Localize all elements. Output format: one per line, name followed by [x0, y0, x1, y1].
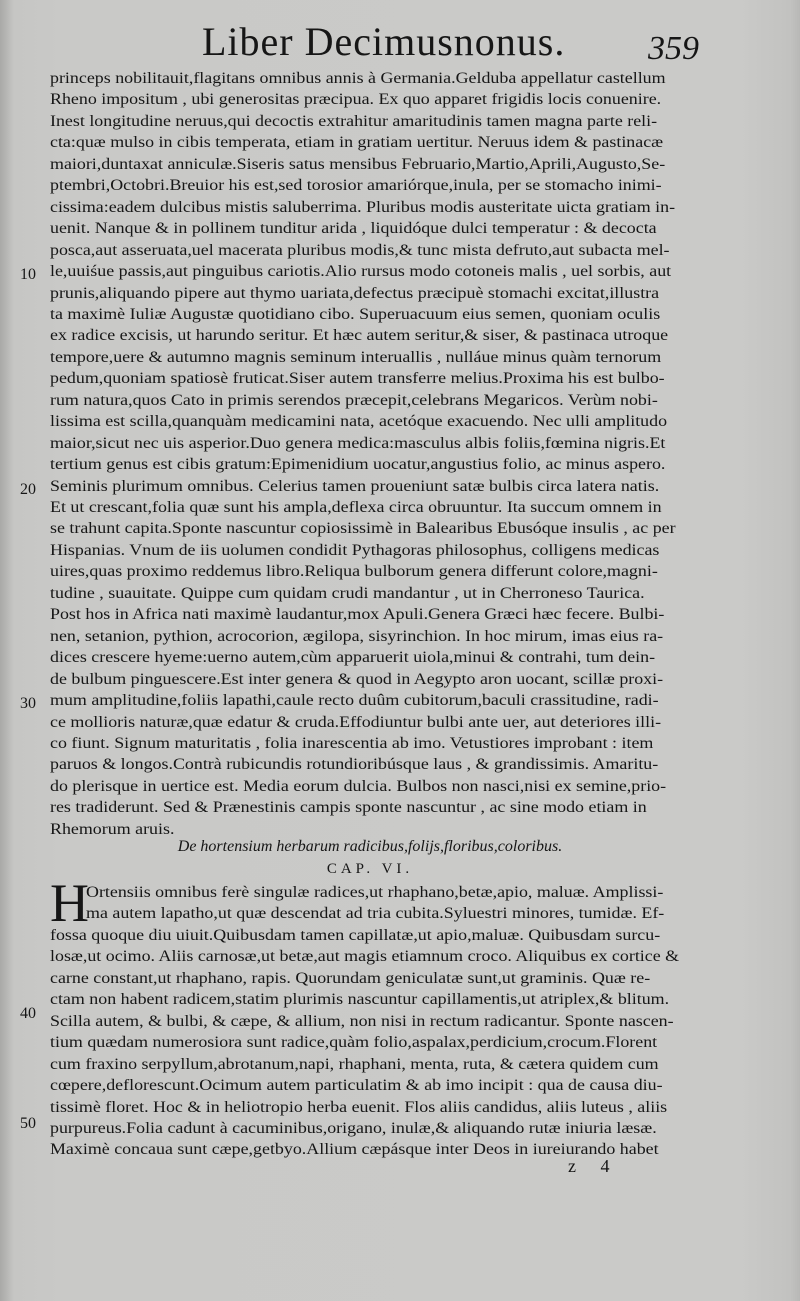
text-line: cta:quæ mulso in cibis temperata, etiam in gratiam uertitur. Neruus idem & pastinacæ — [50, 134, 664, 152]
text-line: Ortensiis omnibus ferè singulæ radices,ut rhaphano,betæ,apio, maluæ. Amplissi- — [86, 884, 664, 901]
text-line: cœpere,deflorescunt.Ocimum autem particulatim & ab imo incipit : qua de causa diu- — [50, 1077, 663, 1095]
text-line: maiori,duntaxat anniculæ.Siseris satus mensibus Februario,Martio,Aprili,Augusto,Se- — [50, 155, 666, 173]
text-line: ma autem lapatho,ut quæ descendat ad tria cubita.Syluestri minores, tumidæ. Ef- — [86, 905, 665, 923]
text-line: Maximè concaua sunt cæpe,getbyo.Allium cæpásque inter Deos in iureiurando habet — [50, 1141, 659, 1159]
text-line: ta maximè Iuliæ Augustæ quotidiano cibo. Superuacuum eius semen, quoniam oculis — [50, 305, 661, 323]
text-line: Rheno impositum , ubi generositas præcipua. Ex quo apparet frigidis locis conuenire. — [50, 91, 662, 109]
signature-mark: z 4 — [568, 1156, 620, 1176]
text-line: res tradiderunt. Sed & Prænestinis campis sponte nascuntur , ac sine modo etiam in — [50, 799, 647, 817]
text-line: tempore,uere & autumno magnis seminum interuallis , nulláue minus quàm ternorum — [50, 348, 662, 366]
text-line: cum fraxino serpyllum,abrotanum,napi, rhaphani, menta, ruta, & cætera quidem cum — [50, 1055, 659, 1073]
text-line: ce mollioris naturæ,quæ edatur & cruda.Effodiuntur bulbi ante uer, aut deteriores illi- — [50, 713, 662, 731]
text-line: losæ,ut ocimo. Aliis carnosæ,ut betæ,aut magis etiamnum croco. Aliquibus ex cortice & — [50, 948, 680, 966]
text-line: maior,sicut nec uis asperior.Duo genera medica:masculus albis foliis,fœmina nigris.Et — [50, 434, 666, 452]
text-line: Seminis plurimum omnibus. Celerius tamen proueniunt satæ bulbis circa latera natis. — [50, 477, 660, 495]
text-line: ptembri,Octobri.Breuior his est,sed torosior amariórque,inula, per se stomacho inimi- — [50, 177, 662, 195]
text-line: pedum,quoniam spatiosè fruticat.Siser autem transferre melius.Proxima his est bulbo- — [50, 370, 665, 388]
line-number: 50 — [20, 1115, 36, 1132]
text-line: dices crescere hyeme:uerno autem,cùm apparuerit uiola,minui & contrahi, tum dein- — [50, 649, 656, 667]
text-line: tertium genus est cibis gratum:Epimenidium uocatur,angustius folio, ac minus aspero. — [50, 456, 666, 474]
text-line: co fiunt. Signum maturitatis , folia inarescentia ab imo. Vetustiores improbant : item — [50, 734, 654, 752]
text-line: Post hos in Africa nati maximè laudantur,mox Apuli.Genera Græci hæc fecere. Bulbi- — [50, 606, 665, 624]
text-line: posca,aut asseruata,uel macerata pluribus modis,& tunc mista defruto,aut subacta mel- — [50, 241, 670, 259]
line-number: 10 — [20, 266, 36, 283]
text-line: tissimè floret. Hoc & in heliotropio herba euenit. Flos aliis candidus, aliis luteus , aliis — [50, 1098, 668, 1116]
text-line: Rhemorum aruis. — [50, 820, 175, 838]
text-line: uires,quas proximo reddemus libro.Reliqua bulborum genera differunt colore,magni- — [50, 563, 658, 581]
text-line: nen, setanion, pythion, acrocorion, ægilopa, sisyrinchion. In hoc mirum, imas eius ra- — [50, 627, 664, 645]
drop-initial: H — [50, 873, 89, 933]
text-line: Scilla autem, & bulbi, & cæpe, & allium, non nisi in rectum radicantur. Sponte nascen- — [50, 1012, 674, 1030]
text-line: le,uuiśue passis,aut pinguibus cariotis.Alio rursus modo cotoneis malis , uel sorbis, aut — [50, 263, 672, 281]
text-line: fossa quoque diu uiuit.Quibusdam tamen capillatæ,ut apio,maluæ. Quibusdam surcu- — [50, 926, 661, 944]
text-line: Et ut crescant,folia quæ sunt his ampla,deflexa circa obruuntur. Ita succum omnem in — [50, 499, 662, 516]
text-line: Inest longitudine neruus,qui decoctis extrahitur amaritudinis tamen magna parte reli- — [50, 112, 658, 130]
text-line: purpureus.Folia cadunt à cacuminibus,origano, inulæ,& aliquando rutæ iniuria læsæ. — [50, 1119, 657, 1137]
chapter-number: CAP. VI. — [326, 861, 414, 877]
text-line: tium quædam numerosiora sunt radice,quàm folio,aspalax,perdicium,crocum.Florent — [50, 1034, 658, 1052]
text-line: princeps nobilitauit,flagitans omnibus annis à Germania.Gelduba appellatur castellum — [50, 70, 666, 87]
text-line: lissima est scilla,quanquàm medicamini nata, acetóque exacuendo. Nec ulli amplitudo — [50, 413, 668, 431]
line-number: 40 — [20, 1005, 36, 1022]
page-number: 359 — [648, 30, 699, 67]
text-line: cissima:eadem dulcibus mistis saluberrima. Pluribus modis austeritate uicta gratiam in- — [50, 198, 676, 216]
text-line: de bulbum pinguescere.Est inter genera & quod in Aegypto aron uocant, scillæ proxi- — [50, 670, 664, 688]
running-title: Liber Decimusnonus. — [202, 19, 566, 64]
text-line: carne constant,ut rhaphano, rapis. Quorundam geniculatæ sunt,ut graminis. Quæ re- — [50, 969, 651, 987]
text-line: do plerisque in uertice est. Media eorum dulcia. Bulbos non nasci,nisi ex semine,prio- — [50, 777, 667, 795]
text-line: paruos & longos.Contrà rubicundis rotundioribúsque laus , & grandissimis. Amaritu- — [50, 756, 659, 774]
text-line: ex radice excisis, ut harundo seritur. Et hæc autem seritur,& siser, & pastinaca utroque — [50, 327, 669, 345]
text-line: Hispanias. Vnum de iis uolumen condidit Pythagoras philosophus, colligens medicas — [50, 541, 660, 559]
text-line: rum natura,quos Cato in primis serendos præcepit,celebrans Megaricos. Verùm nobi- — [50, 391, 658, 409]
line-number: 20 — [20, 481, 36, 498]
text-line: prunis,aliquando pipere aut thymo uariata,defectus præcipuè stomachi excitat,illustra — [50, 284, 660, 302]
text-line: se trahunt capita.Sponte nascuntur copiosissimè in Balearibus Ebusóque insulis , ac per — [50, 520, 676, 538]
text-line: uenit. Nanque & in pollinem tunditur arida , liquidóque dulci temperatur : & decocta — [50, 220, 657, 238]
section-heading: De hortensium herbarum radicibus,folijs,floribus,coloribus. — [177, 838, 563, 855]
text-line: tudine , suauitate. Quippe cum quidam crudi mandantur , ut in Cherroneso Taurica. — [50, 584, 645, 602]
text-line: mum amplitudine,foliis lapathi,caule recto duûm cubitorum,baculi crassitudine, radi- — [50, 692, 659, 710]
line-number: 30 — [20, 695, 36, 712]
text-line: ctam non habent radicem,statim plurimis nascuntur capillamentis,ut atriplex,& blitum. — [50, 991, 670, 1009]
